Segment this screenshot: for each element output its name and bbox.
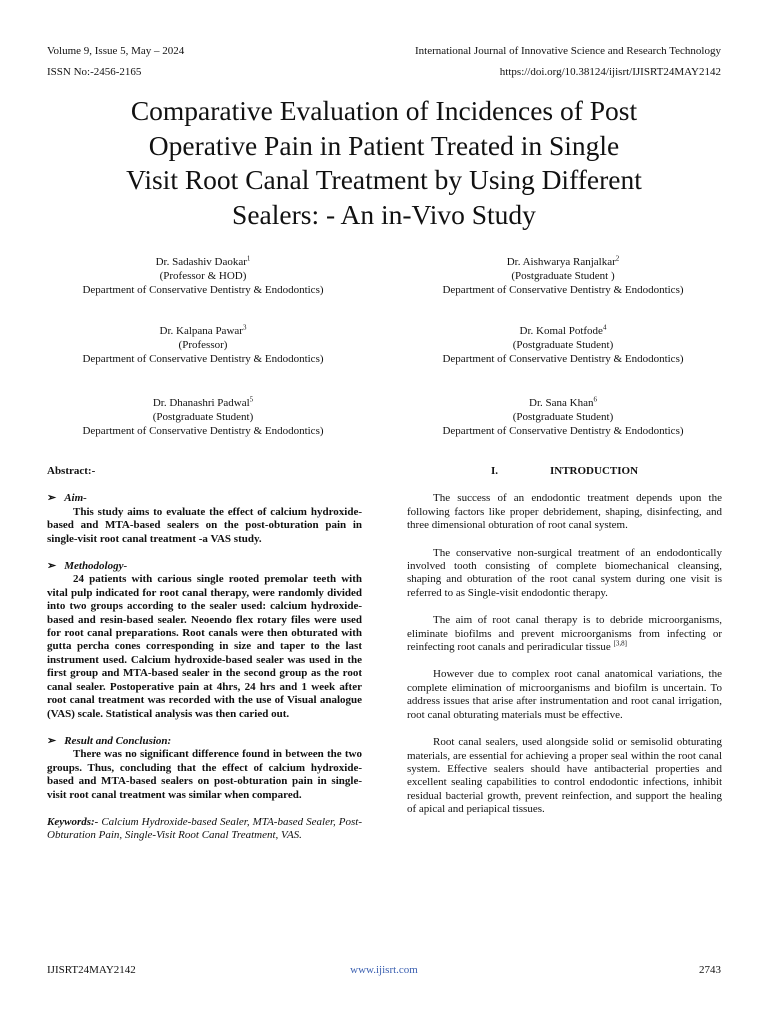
- arrow-bullet-icon: ➢: [47, 492, 57, 505]
- author-affiliation-mark: 1: [246, 254, 251, 263]
- page-number: 2743: [699, 964, 721, 976]
- author-name: Dr. Komal Potfode: [519, 325, 603, 337]
- author-role: (Postgraduate Student): [512, 339, 614, 351]
- author-block: [398, 255, 728, 297]
- abstract-column: [47, 465, 362, 843]
- intro-paragraph: Root canal sealers, used alongside solid or semisolid obturating materials, are essential for achieving a proper seal within the root canal system. Effective sealers should have antibacterial properties and excellent sealing capabilities to control endodontic infections, inhibit residual bacterial growth, prevent reinfection, and support the healing of apical and periapical tissues.: [407, 736, 722, 816]
- intro-paragraph: [407, 614, 722, 654]
- keywords: [47, 816, 362, 843]
- keywords-label: Keywords:-: [47, 815, 99, 828]
- author-block: [38, 255, 368, 297]
- author-department: Department of Conservative Dentistry & Endodontics): [82, 353, 324, 365]
- author-department: Department of Conservative Dentistry & Endodontics): [82, 284, 324, 296]
- author-name: Dr. Dhanashri Padwal: [152, 397, 250, 409]
- author-role: (Postgraduate Student): [152, 411, 254, 423]
- arrow-bullet-icon: ➢: [47, 734, 57, 747]
- author-name: Dr. Sadashiv Daokar: [155, 256, 247, 268]
- section-heading: [407, 465, 722, 478]
- author-affiliation-mark: 4: [602, 323, 607, 332]
- introduction-column: [407, 465, 722, 831]
- author-block: [398, 396, 728, 438]
- intro-paragraph: The conservative non-surgical treatment of an endodontically involved tooth consisting of complete biomechanical cleansing, shaping and obturation of the root canal system during one visit is referred to as Single-visit endodontic therapy.: [407, 546, 722, 599]
- author-name: Dr. Kalpana Pawar: [159, 325, 243, 337]
- title-line: Operative Pain in Patient Treated in Single: [148, 129, 620, 161]
- footer-paper-code: IJISRT24MAY2142: [47, 964, 136, 976]
- aim-heading: [47, 492, 362, 505]
- author-block: [398, 324, 728, 366]
- author-department: Department of Conservative Dentistry & Endodontics): [82, 425, 324, 437]
- author-role: (Postgraduate Student): [512, 411, 614, 423]
- keywords-text: Calcium Hydroxide-based Sealer, MTA-based Sealer, Post-Obturation Pain, Single-Visit Root Canal Treatment, VAS.: [47, 815, 362, 842]
- paper-title: [60, 94, 708, 232]
- result-text: There was no significant difference found in between the two groups. Thus, concluding that the effect of calcium hydroxide-based and MTA-based sealers on post-obturation pain in single-visit root canal treatment was similar when compared.: [47, 748, 362, 801]
- footer-website-link[interactable]: www.ijisrt.com: [350, 964, 418, 976]
- author-affiliation-mark: 5: [249, 395, 254, 404]
- methodology-heading: [47, 560, 362, 573]
- title-line: Sealers: - An in-Vivo Study: [232, 198, 536, 230]
- author-department: Department of Conservative Dentistry & Endodontics): [442, 284, 684, 296]
- citation: [3,8]: [613, 639, 627, 648]
- author-affiliation-mark: 3: [242, 323, 247, 332]
- intro-paragraph-text: The aim of root canal therapy is to debride microorganisms, eliminate biofilms and prevent microorganisms from infecting or reinfecting root canals and periradicular tissue: [407, 614, 722, 654]
- section-number: I.: [490, 465, 498, 477]
- aim-heading-text: Aim-: [64, 492, 87, 505]
- methodology-heading-text: Methodology-: [64, 560, 128, 573]
- methodology-text: 24 patients with carious single rooted premolar teeth with vital pulp indicated for root canal therapy, were randomly divided into two groups according to the sealer used: calcium hydroxide-based and resin-based sealer. Neoendo flex rotary files were used for root canal preparations. Root canals were then obturated with gutta percha cones corresponding in size and taper to the last instrument used. Calcium hydroxide-based sealer was used in the first group and MTA-based sealer in the second group as the root canal sealer. Postoperative pain at 4hrs, 24 hrs and 1 week after root canal treatment was recorded with the use of Visual analogue (VAS) scale. Statistical analysis was then caried out.: [47, 573, 362, 720]
- author-department: Department of Conservative Dentistry & Endodontics): [442, 425, 684, 437]
- journal-issn: ISSN No:-2456-2165: [47, 66, 142, 78]
- section-title: INTRODUCTION: [550, 465, 639, 477]
- journal-name: International Journal of Innovative Science and Research Technology: [414, 45, 721, 57]
- aim-text: This study aims to evaluate the effect of calcium hydroxide-based and MTA-based sealers on the post-obturation pain in single-visit root canal treatment -a VAS study.: [47, 505, 362, 545]
- author-role: (Professor): [178, 339, 228, 351]
- arrow-bullet-icon: ➢: [47, 560, 57, 573]
- author-block: [38, 324, 368, 366]
- author-affiliation-mark: 6: [593, 395, 597, 404]
- doi-link[interactable]: https://doi.org/10.38124/ijisrt/IJISRT24MAY2142: [499, 66, 721, 78]
- intro-paragraph: However due to complex root canal anatomical variations, the complete elimination of microorganisms and biofilm is uncertain. To address issues that arise after instrumentation and root canal irrigation, root canal obturating materials must be effective.: [407, 668, 722, 721]
- author-name: Dr. Aishwarya Ranjalkar: [506, 256, 616, 268]
- author-block: [38, 396, 368, 438]
- result-heading: [47, 735, 362, 748]
- result-heading-text: Result and Conclusion:: [64, 734, 172, 747]
- abstract-heading: Abstract:-: [47, 465, 96, 477]
- author-role: (Professor & HOD): [159, 270, 247, 282]
- author-department: Department of Conservative Dentistry & Endodontics): [442, 353, 684, 365]
- journal-volume: Volume 9, Issue 5, May – 2024: [47, 45, 185, 57]
- author-role: (Postgraduate Student ): [511, 270, 615, 282]
- title-line: Visit Root Canal Treatment by Using Different: [126, 164, 642, 195]
- title-line: Comparative Evaluation of Incidences of Post: [130, 95, 638, 126]
- author-name: Dr. Sana Khan: [529, 397, 594, 409]
- author-affiliation-mark: 2: [615, 254, 620, 263]
- intro-paragraph: The success of an endodontic treatment depends upon the following factors like proper debridement, shaping, disinfecting, and three dimensional obturation of root canal system.: [407, 492, 722, 532]
